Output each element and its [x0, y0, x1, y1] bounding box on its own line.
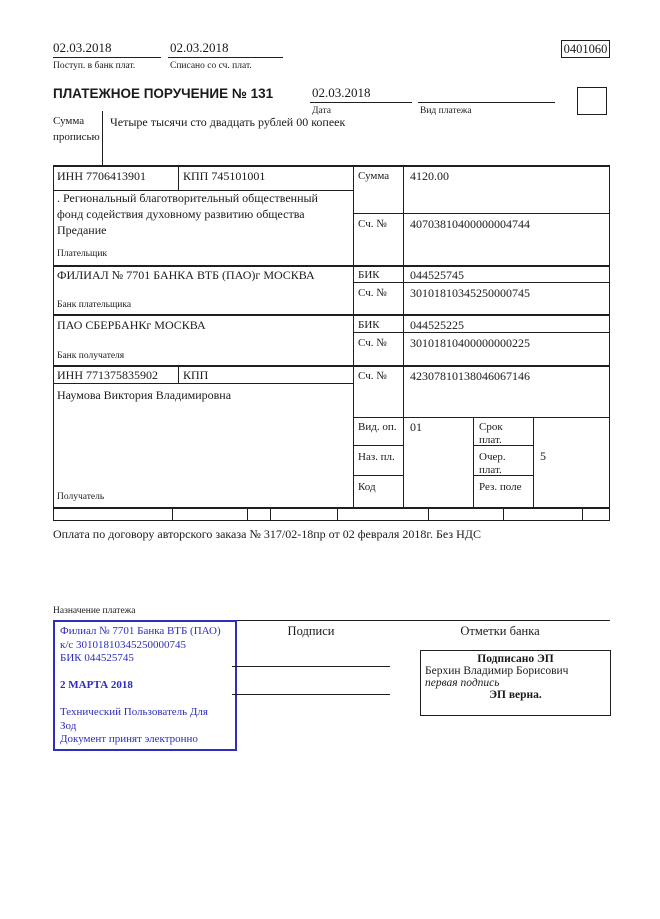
- stamp-subtitle: первая подпись: [425, 677, 500, 689]
- payer-name-line: . Региональный благотворительный общественный: [57, 191, 318, 205]
- strip-divider: [582, 507, 583, 520]
- bank-stamp-line: Филиал № 7701 Банка ВТБ (ПАО): [60, 625, 221, 637]
- payee-kpp-label: КПП: [183, 368, 209, 382]
- form-code-box: 0401060: [561, 40, 610, 58]
- payee-name: Наумова Виктория Владимировна: [57, 388, 232, 402]
- bank-stamp-line: к/с 30101810345250000745: [60, 638, 187, 651]
- debited-date-underline: [168, 57, 283, 58]
- payer-bank-account-label: Сч. №: [358, 287, 387, 299]
- strip-divider: [270, 507, 271, 520]
- payee-bank-account: 30101810400000000225: [410, 336, 530, 350]
- payer-section-label: Плательщик: [57, 249, 108, 259]
- payment-type-box: [577, 87, 607, 115]
- table-border: [53, 383, 353, 384]
- table-border: [353, 165, 354, 507]
- received-date-underline: [53, 57, 161, 58]
- table-border: [53, 365, 610, 367]
- payment-type-label: Вид платежа: [420, 106, 472, 116]
- code-label: Код: [358, 481, 376, 493]
- bank-stamp-line: [60, 693, 235, 707]
- amount-words-value: Четыре тысячи сто двадцать рублей 00 копеек: [110, 115, 346, 129]
- strip-divider: [428, 507, 429, 520]
- payer-inn: ИНН 7706413901: [57, 169, 146, 183]
- bank-marks-label: Отметки банка: [460, 624, 540, 638]
- payer-bank-section-label: Банк плательщика: [57, 300, 132, 310]
- payee-account: 42307810138046067146: [410, 369, 530, 383]
- reserve-field-label: Рез. поле: [479, 481, 522, 493]
- payer-name-line: Предание: [57, 223, 107, 237]
- sum-label: Сумма: [358, 170, 390, 182]
- table-border: [403, 165, 404, 507]
- document-title: ПЛАТЕЖНОЕ ПОРУЧЕНИЕ № 131: [53, 86, 274, 101]
- order-label: Очер. плат.: [479, 451, 506, 476]
- sum-value: 4120.00: [410, 169, 449, 183]
- payee-section-label: Получатель: [57, 492, 105, 502]
- strip-divider: [337, 507, 338, 520]
- payer-account-label: Сч. №: [358, 218, 387, 230]
- signatures-label: Подписи: [287, 624, 335, 638]
- signature-line: [232, 666, 390, 667]
- payee-account-label: Сч. №: [358, 370, 387, 382]
- table-border: [353, 282, 610, 283]
- date-label: Дата: [312, 106, 331, 116]
- received-date-label: Поступ. в банк плат.: [53, 61, 136, 71]
- bank-stamp-line: [60, 666, 235, 680]
- document-date: 02.03.2018: [312, 85, 371, 100]
- bank-stamp-date: 2 МАРТА 2018: [60, 679, 133, 691]
- bank-acceptance-stamp: [53, 620, 237, 751]
- payee-inn: ИНН 771375835902: [57, 368, 158, 382]
- table-border: [53, 165, 54, 521]
- amount-words-label-1: Сумма: [53, 115, 85, 127]
- payer-bank-bik: 044525745: [410, 268, 464, 282]
- table-border: [609, 165, 610, 521]
- table-border: [178, 365, 179, 383]
- table-border: [353, 332, 610, 333]
- payee-bank-account-label: Сч. №: [358, 337, 387, 349]
- table-border: [53, 314, 610, 316]
- due-date-label: Срок плат.: [479, 421, 503, 446]
- payee-bank-section-label: Банк получателя: [57, 351, 125, 361]
- stamp-title: Подписано ЭП: [477, 653, 554, 665]
- table-border: [353, 445, 403, 446]
- stamp-signer-name: Берхин Владимир Борисович: [425, 665, 569, 677]
- amount-words-label-2: прописью: [53, 131, 100, 143]
- payer-kpp: КПП 745101001: [183, 169, 266, 183]
- order-value: 5: [540, 449, 546, 463]
- strip-divider: [247, 507, 248, 520]
- stamp-verified: ЭП верна.: [489, 689, 542, 701]
- bank-stamp-line: Документ принят электронно: [60, 733, 198, 745]
- payer-bank-account: 30101810345250000745: [410, 286, 530, 300]
- amount-words-divider: [102, 111, 103, 165]
- strip-divider: [172, 507, 173, 520]
- strip-divider: [503, 507, 504, 520]
- payee-bank-bik: 044525225: [410, 318, 464, 332]
- table-border: [473, 417, 474, 507]
- signature-verification-stamp: [420, 650, 611, 716]
- table-border: [353, 213, 610, 214]
- bank-stamp-line: Зод: [60, 719, 77, 732]
- payer-account: 40703810400000004744: [410, 217, 530, 231]
- payer-name-line: фонд содействия духовному развитию общества: [57, 207, 305, 221]
- table-border: [353, 417, 610, 418]
- debited-date-label: Списано со сч. плат.: [170, 61, 252, 71]
- payment-type-underline: [418, 102, 555, 103]
- table-border: [53, 507, 610, 509]
- table-border: [53, 165, 610, 167]
- bank-stamp-line: БИК 044525745: [60, 652, 134, 664]
- payee-bank-name: ПАО СБЕРБАНКг МОСКВА: [57, 318, 206, 332]
- debited-date: 02.03.2018: [170, 40, 229, 55]
- received-date: 02.03.2018: [53, 40, 112, 55]
- table-border: [178, 165, 179, 190]
- purpose-code-label: Наз. пл.: [358, 451, 395, 463]
- payer-bank-bik-label: БИК: [358, 269, 380, 281]
- op-type-label: Вид. оп.: [358, 421, 397, 433]
- table-border: [353, 475, 403, 476]
- table-border: [53, 520, 610, 521]
- payment-purpose-label: Назначение платежа: [53, 606, 136, 616]
- payer-bank-name: ФИЛИАЛ № 7701 БАНКА ВТБ (ПАО)г МОСКВА: [57, 268, 315, 282]
- date-underline: [310, 102, 412, 103]
- table-border: [53, 265, 610, 267]
- signature-line: [232, 694, 390, 695]
- bank-stamp-line: Технический Пользователь Для: [60, 706, 208, 718]
- payment-purpose-text: Оплата по договору авторского заказа № 317/02-18пр от 02 февраля 2018г. Без НДС: [53, 527, 481, 541]
- table-border: [533, 417, 534, 507]
- op-type-value: 01: [410, 420, 422, 434]
- payee-bank-bik-label: БИК: [358, 319, 380, 331]
